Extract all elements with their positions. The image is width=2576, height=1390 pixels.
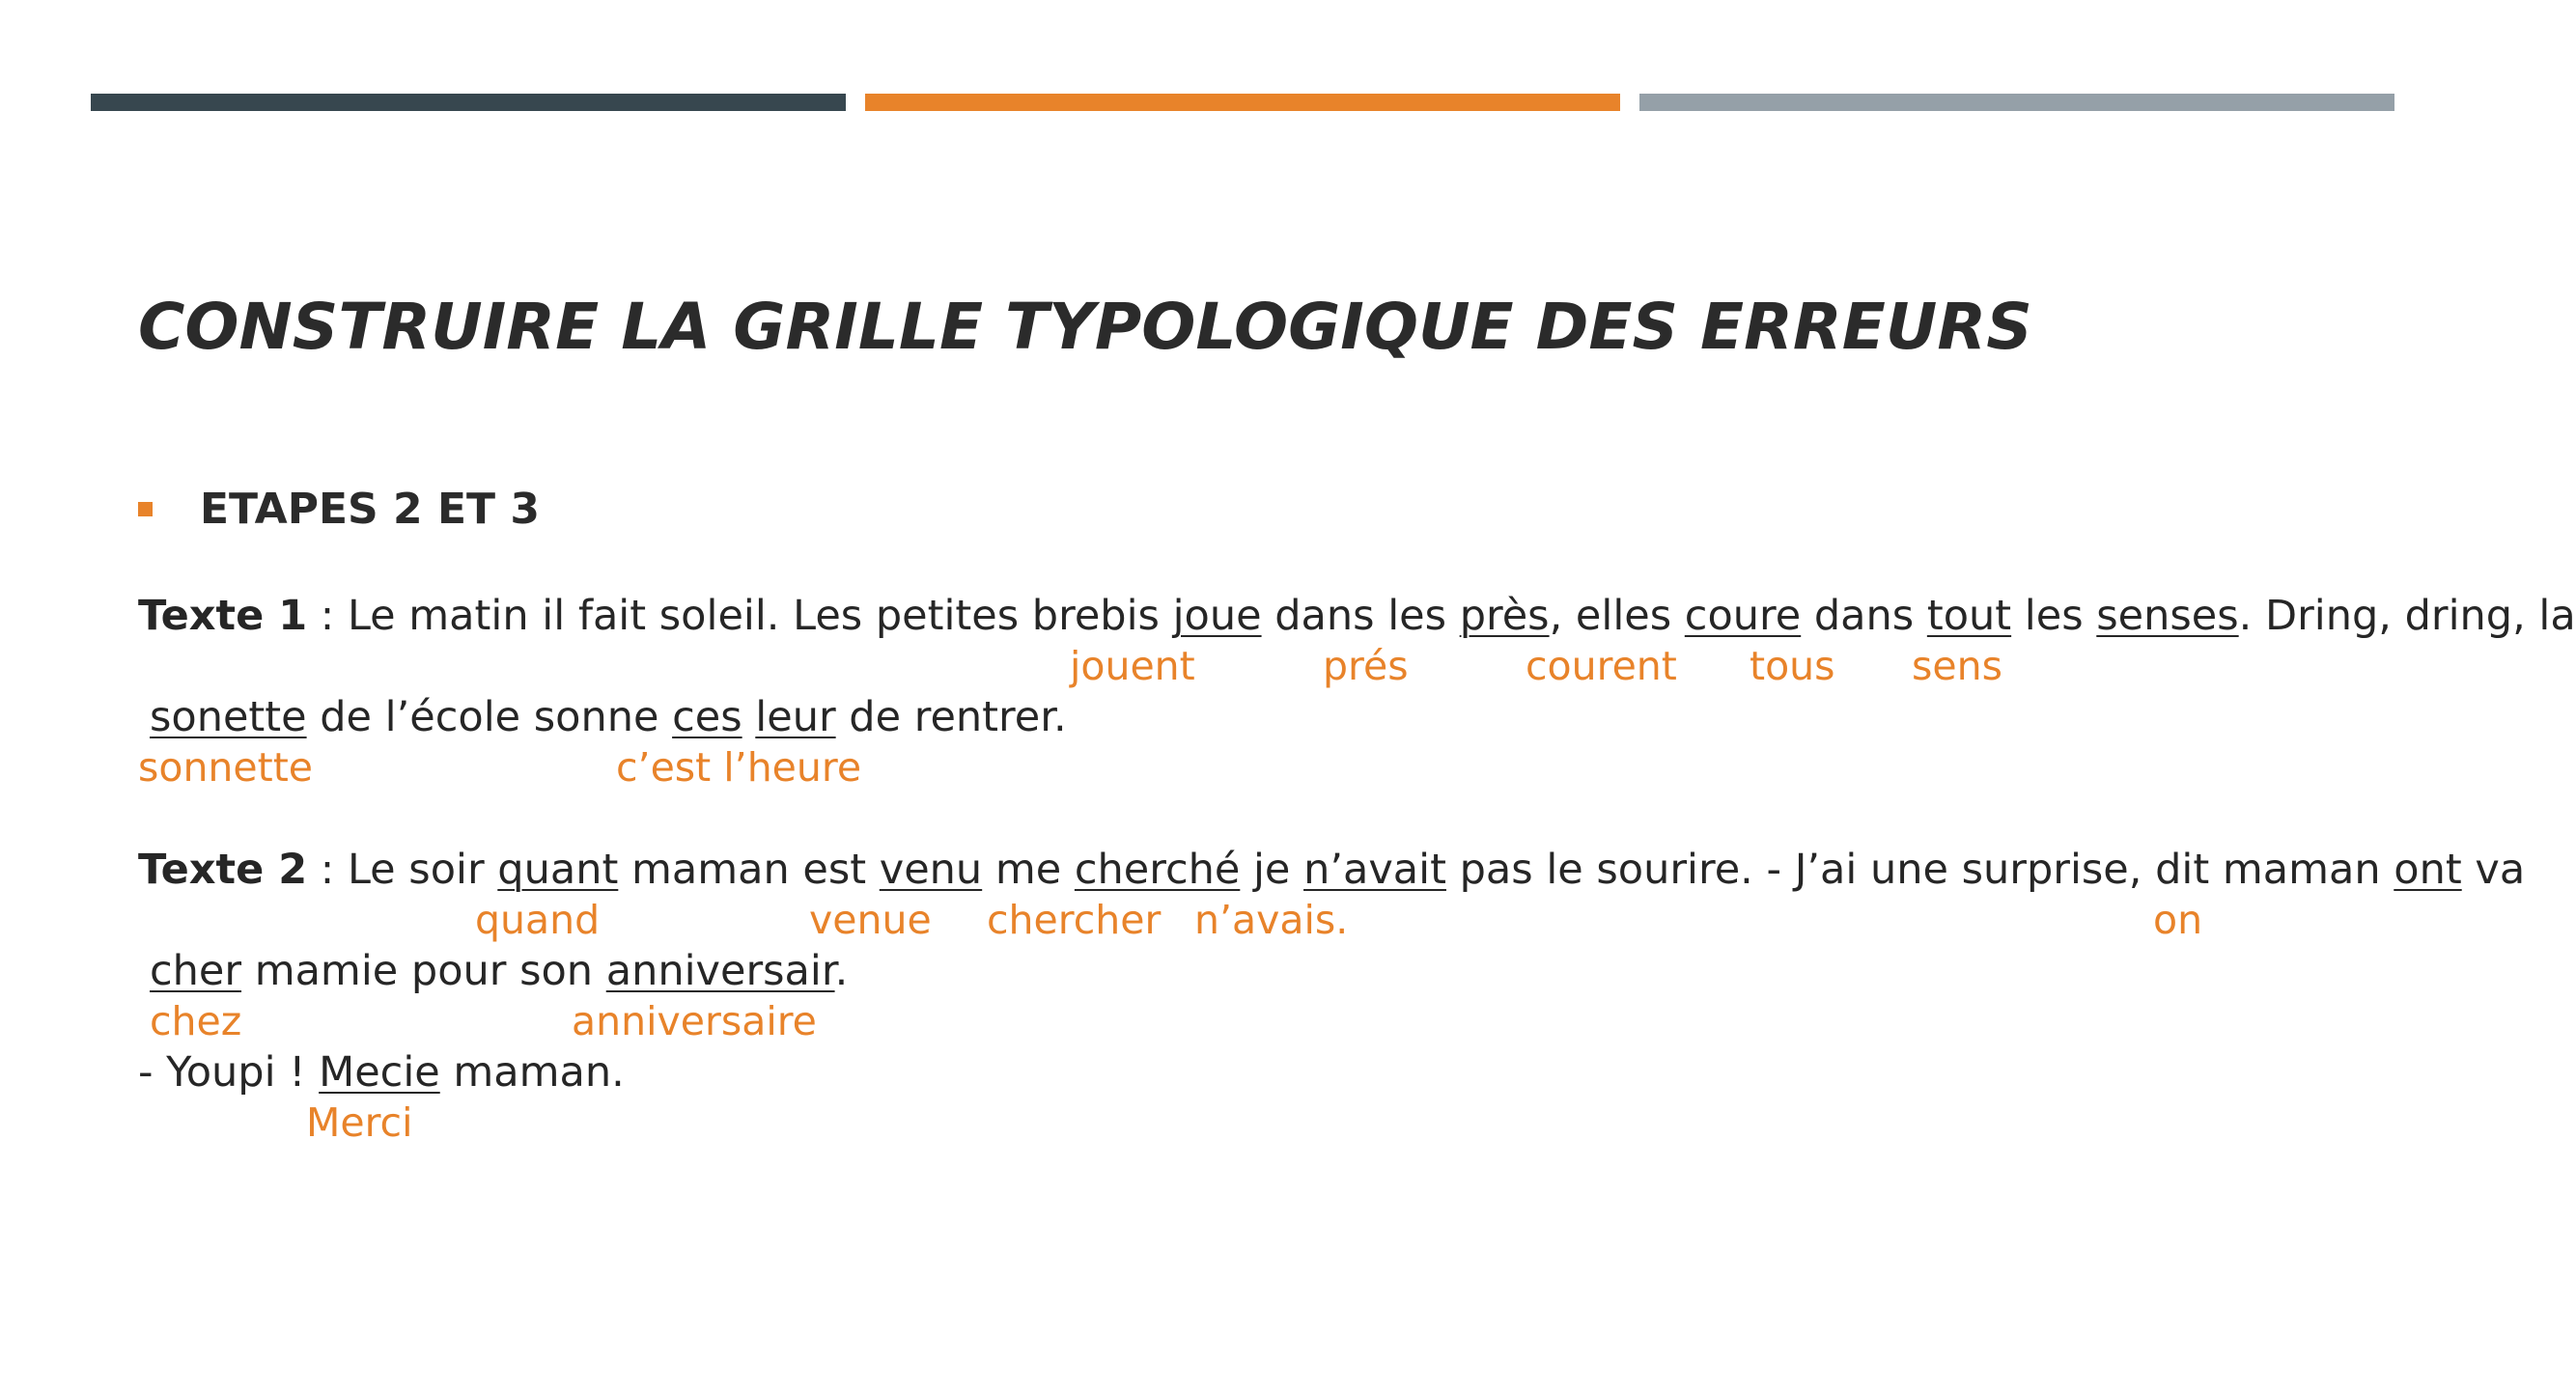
text-segment: . — [834, 947, 849, 995]
correction-word: prés — [1323, 643, 1409, 689]
correction-word: tous — [1750, 643, 1835, 689]
correction-word: anniversaire — [572, 998, 817, 1044]
correction-word: quand — [475, 897, 601, 943]
error-word: cherché — [1074, 846, 1241, 894]
header-bar-dark — [91, 94, 846, 111]
text-segment: : Le matin il fait soleil. Les petites brebis — [307, 592, 1173, 640]
text-segment: , elles — [1549, 592, 1685, 640]
correction-word: chercher — [987, 897, 1162, 943]
text-segment: . Dring, dring, la — [2238, 592, 2576, 640]
text-segment: je — [1240, 846, 1304, 894]
correction-word: chez — [150, 998, 242, 1044]
header-bar-orange — [865, 94, 1620, 111]
error-word: anniversair — [605, 947, 835, 995]
correction-word: Merci — [306, 1099, 413, 1146]
texte1-line1 — [138, 592, 2576, 640]
square-bullet-icon — [138, 502, 153, 516]
text-segment: de rentrer. — [835, 693, 1067, 741]
error-word: joue — [1172, 592, 1262, 640]
bullet-text: ETAPES 2 ET 3 — [200, 485, 540, 534]
error-word: Mecie — [319, 1048, 440, 1097]
text-segment: : Le soir — [307, 846, 498, 894]
texte2-line2 — [150, 947, 848, 995]
correction-word: sens — [1912, 643, 2002, 689]
header-bar-gray — [1639, 94, 2394, 111]
text-segment: mamie pour son — [241, 947, 606, 995]
text-segment: dans — [1801, 592, 1927, 640]
texte2-label: Texte 2 — [138, 846, 308, 894]
correction-word: jouent — [1070, 643, 1195, 689]
text-segment: dans les — [1261, 592, 1460, 640]
correction-word: on — [2153, 897, 2203, 943]
texte1-label: Texte 1 — [138, 592, 308, 640]
text-segment: me — [982, 846, 1075, 894]
error-word: coure — [1684, 592, 1802, 640]
text-segment: pas le sourire. - J’ai une surprise, dit maman — [1445, 846, 2394, 894]
text-segment: maman est — [618, 846, 880, 894]
error-word: tout — [1926, 592, 2012, 640]
error-word: quant — [497, 846, 619, 894]
text-segment: maman. — [439, 1048, 625, 1097]
correction-word: c’est l’heure — [616, 744, 862, 791]
error-word: venu — [879, 846, 983, 894]
text-segment: va — [2461, 846, 2526, 894]
error-word: n’avait — [1303, 846, 1446, 894]
text-segment: - Youpi ! — [138, 1048, 320, 1097]
texte1-line2 — [150, 693, 1067, 741]
bullet-item — [138, 485, 540, 534]
error-word: près — [1459, 592, 1550, 640]
error-word: senses — [2096, 592, 2239, 640]
error-word: ont — [2394, 846, 2462, 894]
error-word: ces — [672, 693, 742, 741]
slide-title: CONSTRUIRE LA GRILLE TYPOLOGIQUE DES ERREURS — [138, 290, 2032, 364]
correction-word: courent — [1526, 643, 1677, 689]
text-segment: de l’école sonne — [306, 693, 673, 741]
correction-word: n’avais. — [1194, 897, 1349, 943]
error-word: cher — [150, 947, 242, 995]
text-segment: les — [2011, 592, 2097, 640]
texte2-line1 — [138, 846, 2525, 894]
texte2-line3 — [138, 1048, 625, 1097]
correction-word: venue — [809, 897, 932, 943]
text-segment — [742, 693, 756, 741]
error-word: leur — [755, 693, 836, 741]
error-word: sonette — [150, 693, 307, 741]
correction-word: sonnette — [138, 744, 314, 791]
